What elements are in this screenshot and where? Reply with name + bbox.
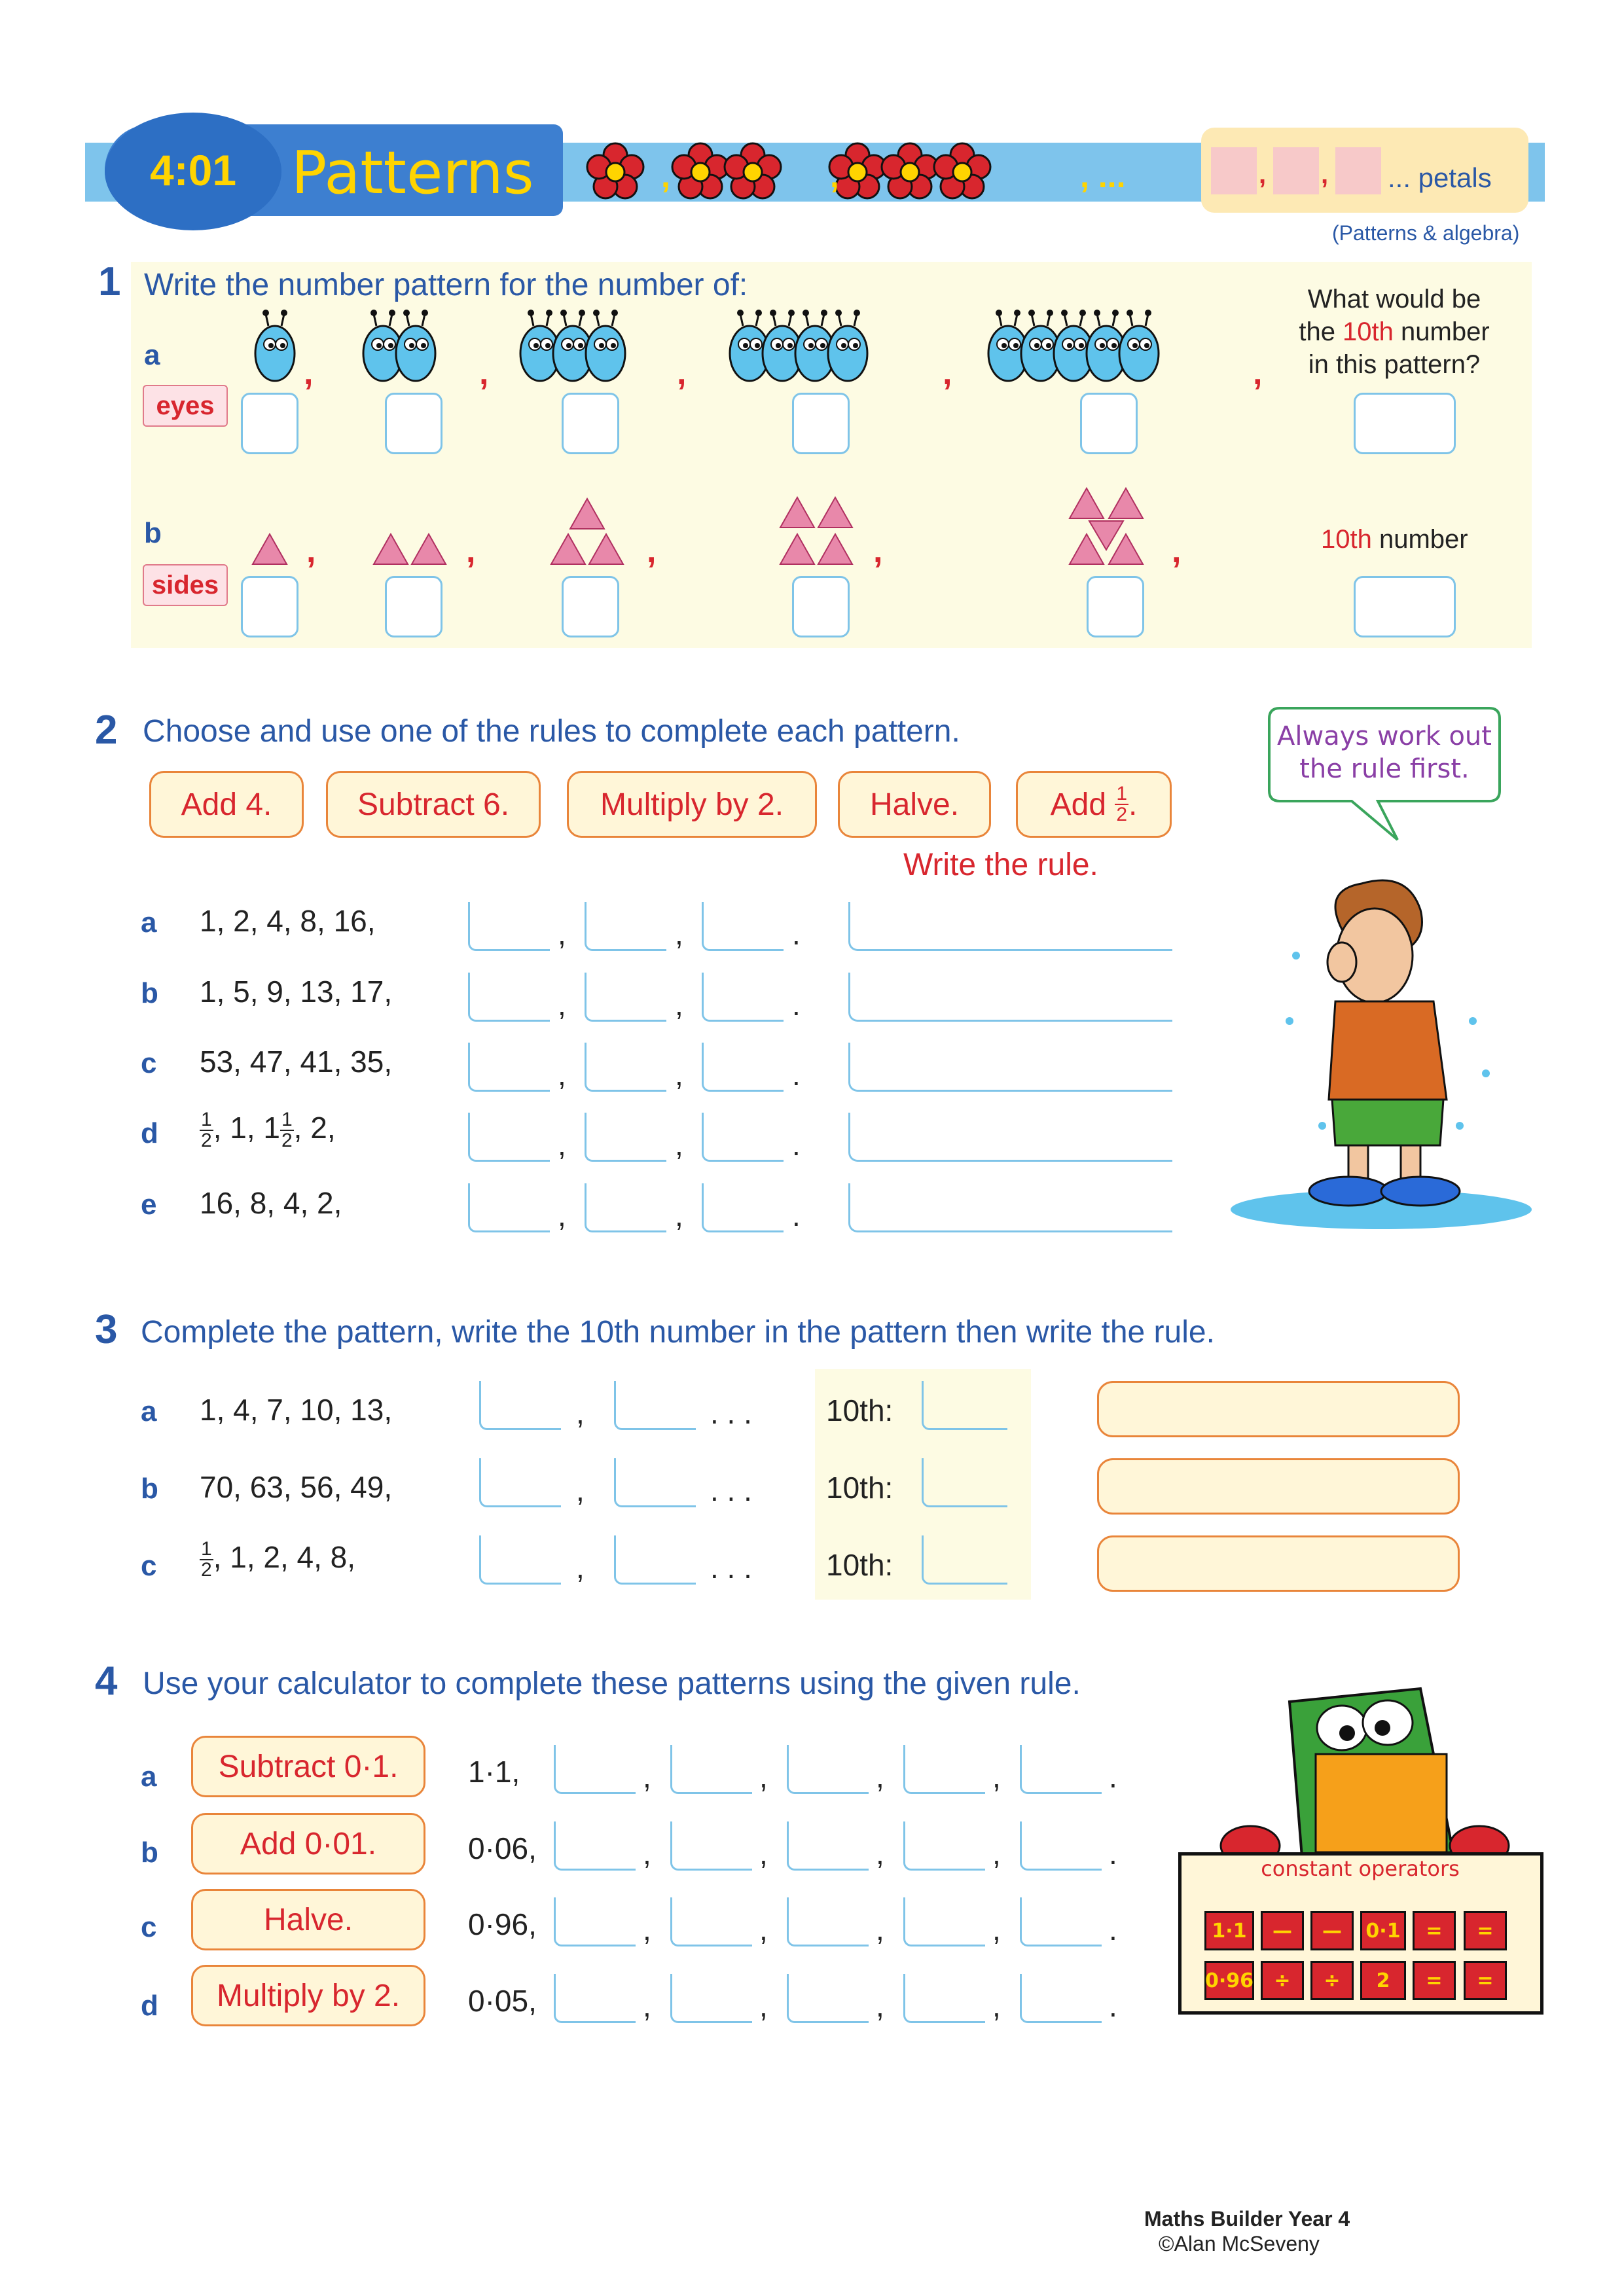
q1b-answer-2[interactable] xyxy=(385,576,442,637)
comma: , xyxy=(675,1128,683,1162)
q4a-answer-1[interactable] xyxy=(554,1745,636,1794)
q2c-label: c xyxy=(141,1047,157,1079)
comma: , xyxy=(992,1837,1001,1871)
q4b-answer-1[interactable] xyxy=(554,1821,636,1871)
q2a-rule-line[interactable] xyxy=(848,902,1172,951)
wet-boy-illustration xyxy=(1224,851,1532,1230)
q4d-answer-5[interactable] xyxy=(1020,1974,1102,2023)
comma: , xyxy=(876,1760,884,1794)
q1-side-line2-red: 10th xyxy=(1343,317,1394,346)
comma: , xyxy=(558,988,566,1022)
q1b-comma-1: , xyxy=(306,532,316,570)
period: . xyxy=(1109,1760,1117,1794)
q4d-answer-3[interactable] xyxy=(787,1974,869,2023)
q2e-rule-line[interactable] xyxy=(848,1183,1172,1232)
ellipsis: . . . xyxy=(710,1473,752,1507)
petals-comma-2: , xyxy=(1321,160,1329,189)
q1-side-line2-pre: the xyxy=(1299,317,1343,346)
q1a-comma-3: , xyxy=(677,354,687,392)
q1a-comma-5: , xyxy=(1253,354,1263,392)
q2d-frac1-num: 1 xyxy=(201,1109,212,1130)
q1b-label: b xyxy=(144,517,162,549)
q2d-answer-2[interactable] xyxy=(585,1113,666,1162)
triangle-pattern xyxy=(249,484,1178,576)
comma: , xyxy=(643,1912,651,1946)
q1b-comma-4: , xyxy=(873,532,883,570)
q3a-sequence: 1, 4, 7, 10, 13, xyxy=(200,1393,393,1427)
q4-prompt: Use your calculator to complete these patterns using the given rule. xyxy=(143,1666,1081,1701)
comma: , xyxy=(576,1473,585,1507)
footer-author: ©Alan McSeveny xyxy=(1159,2232,1320,2255)
q2d-answer-3[interactable] xyxy=(702,1113,784,1162)
q1b-comma-2: , xyxy=(466,532,476,570)
period: . xyxy=(792,1198,801,1232)
calculator-caption: constant operators xyxy=(1261,1856,1460,1881)
q1b-tag: sides xyxy=(143,564,228,606)
q2d-label: d xyxy=(141,1117,158,1149)
q3c-sequence xyxy=(200,1539,355,1580)
q1b-answer-4[interactable] xyxy=(792,576,850,637)
comma: , xyxy=(558,1058,566,1092)
q4d-start: 0·05, xyxy=(468,1984,537,2018)
ant-pattern xyxy=(242,308,1263,393)
q1b-answer-1[interactable] xyxy=(241,576,298,637)
q4b-answer-2[interactable] xyxy=(670,1821,752,1871)
q2d-sequence xyxy=(200,1110,336,1151)
q3c-frac-num: 1 xyxy=(201,1538,212,1560)
rule-add-half-text: Add xyxy=(1050,787,1107,822)
petals-blank-1 xyxy=(1211,147,1257,194)
q3c-answer-2[interactable] xyxy=(614,1535,696,1585)
q3c-frac-den: 2 xyxy=(201,1559,212,1581)
q2a-sequence: 1, 2, 4, 8, 16, xyxy=(200,904,376,938)
q1a-comma-4: , xyxy=(943,354,952,392)
q4c-answer-3[interactable] xyxy=(787,1897,869,1946)
period: . xyxy=(1109,1989,1117,2023)
q1-side-line2-post: number xyxy=(1393,317,1490,346)
flower-ellipsis: , ... xyxy=(1080,158,1126,194)
q2a-label: a xyxy=(141,906,157,939)
q4c-answer-2[interactable] xyxy=(670,1897,752,1946)
q2d-frac2-den: 2 xyxy=(281,1130,293,1151)
q3b-answer-2[interactable] xyxy=(614,1458,696,1507)
q1-number: 1 xyxy=(98,259,121,304)
q4a-start: 1·1, xyxy=(468,1755,520,1789)
q1-side-line3: in this pattern? xyxy=(1308,350,1481,379)
q3a-rule-box[interactable] xyxy=(1097,1381,1460,1437)
q3b-rule-box[interactable] xyxy=(1097,1458,1460,1515)
q2a-answer-3[interactable] xyxy=(702,902,784,951)
q2b-answer-3[interactable] xyxy=(702,973,784,1022)
q4b-label: b xyxy=(141,1837,158,1869)
calc-key-2-1: 0·96 xyxy=(1204,1961,1254,2000)
q4a-rule: Subtract 0·1. xyxy=(191,1736,425,1797)
comma: , xyxy=(876,1912,884,1946)
q4c-label: c xyxy=(141,1911,157,1943)
comma: , xyxy=(759,1760,768,1794)
period: . xyxy=(792,988,801,1022)
comma: , xyxy=(643,1760,651,1794)
footer-book: Maths Builder Year 4 xyxy=(1144,2207,1350,2231)
rule-subtract-6: Subtract 6. xyxy=(326,771,541,838)
comma: , xyxy=(675,988,683,1022)
q1-side-line2 xyxy=(1283,315,1506,348)
q3a-tenth-label: 10th: xyxy=(826,1393,893,1427)
page-title: Patterns xyxy=(291,139,534,207)
q1a-comma-2: , xyxy=(479,354,489,392)
q3b-label: b xyxy=(141,1473,158,1505)
q4c-answer-4[interactable] xyxy=(903,1897,985,1946)
q4a-label: a xyxy=(141,1761,157,1793)
q2-number: 2 xyxy=(95,708,118,753)
comma: , xyxy=(759,1912,768,1946)
comma: , xyxy=(992,1760,1001,1794)
q1a-answer-1[interactable] xyxy=(241,393,298,454)
q3c-label: c xyxy=(141,1550,157,1582)
flower-comma-2: , xyxy=(830,158,839,194)
petals-blank-2 xyxy=(1273,147,1319,194)
q1b-comma-3: , xyxy=(647,532,657,570)
rule-add-4: Add 4. xyxy=(149,771,304,838)
comma: , xyxy=(992,1989,1001,2023)
period: . xyxy=(792,917,801,951)
calc-key-1-2: — xyxy=(1261,1911,1304,1950)
q3b-tenth-label: 10th: xyxy=(826,1471,893,1505)
q2d-answer-1[interactable] xyxy=(468,1113,550,1162)
q4b-answer-4[interactable] xyxy=(903,1821,985,1871)
rule-multiply-2: Multiply by 2. xyxy=(567,771,817,838)
ellipsis: . . . xyxy=(710,1396,752,1430)
calc-key-1-6: = xyxy=(1464,1911,1507,1950)
q1a-answer-4[interactable] xyxy=(792,393,850,454)
q2e-answer-2[interactable] xyxy=(585,1183,666,1232)
calc-key-2-6: = xyxy=(1464,1961,1507,2000)
calc-key-1-3: — xyxy=(1310,1911,1354,1950)
petals-comma-1: , xyxy=(1259,160,1267,189)
q2b-answer-2[interactable] xyxy=(585,973,666,1022)
comma: , xyxy=(675,1198,683,1232)
q1a-label: a xyxy=(144,339,160,371)
q1a-comma-1: , xyxy=(304,354,314,392)
q1-prompt: Write the number pattern for the number of: xyxy=(144,268,748,302)
q2b-rule-line[interactable] xyxy=(848,973,1172,1022)
strand-subtitle: (Patterns & algebra) xyxy=(1332,221,1520,245)
comma: , xyxy=(558,1128,566,1162)
q3b-sequence: 70, 63, 56, 49, xyxy=(200,1470,393,1504)
comma: , xyxy=(558,1198,566,1232)
calc-key-1-5: = xyxy=(1413,1911,1456,1950)
q1b-comma-5: , xyxy=(1172,532,1182,570)
q3b-tenth-answer[interactable] xyxy=(922,1458,1007,1507)
q2-prompt: Choose and use one of the rules to complete each pattern. xyxy=(143,714,960,749)
q4c-start: 0·96, xyxy=(468,1907,537,1941)
q4d-answer-1[interactable] xyxy=(554,1974,636,2023)
q4a-answer-2[interactable] xyxy=(670,1745,752,1794)
speech-line2: the rule first. xyxy=(1299,754,1470,784)
write-rule-label: Write the rule. xyxy=(903,848,1098,882)
rule-add-half-num: 1 xyxy=(1116,783,1128,804)
speech-text xyxy=(1270,720,1499,785)
calc-key-2-2: ÷ xyxy=(1261,1961,1304,2000)
q4a-answer-4[interactable] xyxy=(903,1745,985,1794)
comma: , xyxy=(876,1989,884,2023)
calc-key-1-4: 0·1 xyxy=(1360,1911,1406,1950)
q1a-answer-2[interactable] xyxy=(385,393,442,454)
q1b-tenth-red: 10th xyxy=(1321,525,1372,554)
q2d-text1: , 1, 1 xyxy=(213,1111,280,1145)
q4d-rule: Multiply by 2. xyxy=(191,1965,425,2026)
rule-add-half-den: 2 xyxy=(1116,804,1128,825)
period: . xyxy=(1109,1912,1117,1946)
comma: , xyxy=(643,1837,651,1871)
q3c-tenth-answer[interactable] xyxy=(922,1535,1007,1585)
q3a-label: a xyxy=(141,1395,157,1427)
ellipsis: . . . xyxy=(710,1551,752,1585)
q2e-answer-3[interactable] xyxy=(702,1183,784,1232)
q4b-rule: Add 0·01. xyxy=(191,1813,425,1874)
petals-label: ... petals xyxy=(1388,162,1492,193)
q2b-answer-1[interactable] xyxy=(468,973,550,1022)
q1b-answer-10th[interactable] xyxy=(1354,576,1456,637)
q4a-answer-5[interactable] xyxy=(1020,1745,1102,1794)
q2c-answer-2[interactable] xyxy=(585,1043,666,1092)
q2c-rule-line[interactable] xyxy=(848,1043,1172,1092)
q1a-answer-10th[interactable] xyxy=(1354,393,1456,454)
q1b-answer-5[interactable] xyxy=(1087,576,1144,637)
q2a-answer-1[interactable] xyxy=(468,902,550,951)
q1b-tenth-label xyxy=(1321,525,1468,554)
q2d-rule-line[interactable] xyxy=(848,1113,1172,1162)
q1a-answer-5[interactable] xyxy=(1080,393,1138,454)
comma: , xyxy=(558,917,566,951)
q4b-answer-3[interactable] xyxy=(787,1821,869,1871)
comma: , xyxy=(675,917,683,951)
section-number: 4:01 xyxy=(149,146,237,194)
q3b-answer-1[interactable] xyxy=(479,1458,561,1507)
q3c-rule-box[interactable] xyxy=(1097,1535,1460,1592)
rule-halve: Halve. xyxy=(838,771,991,838)
q3a-answer-2[interactable] xyxy=(614,1381,696,1430)
q4-number: 4 xyxy=(95,1659,118,1704)
petals-blank-3 xyxy=(1335,147,1381,194)
q4d-label: d xyxy=(141,1990,158,2022)
q4d-answer-2[interactable] xyxy=(670,1974,752,2023)
q3a-answer-1[interactable] xyxy=(479,1381,561,1430)
q4c-answer-1[interactable] xyxy=(554,1897,636,1946)
q2b-label: b xyxy=(141,977,158,1009)
rule-add-half: Add $\frac{1}{2}$ . xyxy=(1016,771,1172,838)
q1a-answer-3[interactable] xyxy=(562,393,619,454)
q3a-tenth-answer[interactable] xyxy=(922,1381,1007,1430)
q4d-answer-4[interactable] xyxy=(903,1974,985,2023)
q4c-rule: Halve. xyxy=(191,1889,425,1950)
q3c-answer-1[interactable] xyxy=(479,1535,561,1585)
comma: , xyxy=(759,1837,768,1871)
flower-comma-1: , xyxy=(661,158,670,194)
calc-key-2-5: = xyxy=(1413,1961,1456,2000)
q2b-sequence: 1, 5, 9, 13, 17, xyxy=(200,975,393,1009)
q3-prompt: Complete the pattern, write the 10th number in the pattern then write the rule. xyxy=(141,1315,1215,1350)
q2e-answer-1[interactable] xyxy=(468,1183,550,1232)
period: . xyxy=(792,1128,801,1162)
q1b-answer-3[interactable] xyxy=(562,576,619,637)
q2e-label: e xyxy=(141,1189,157,1221)
q2c-sequence: 53, 47, 41, 35, xyxy=(200,1045,393,1079)
q2d-frac1-den: 2 xyxy=(201,1130,212,1151)
q1b-tenth-post: number xyxy=(1371,525,1468,554)
comma: , xyxy=(576,1396,585,1430)
q3-number: 3 xyxy=(95,1307,118,1352)
q2a-answer-2[interactable] xyxy=(585,902,666,951)
q2d-text2: , 2, xyxy=(293,1111,336,1145)
calc-key-2-3: ÷ xyxy=(1310,1961,1354,2000)
q1-side-line1: What would be xyxy=(1307,285,1481,314)
q4a-answer-3[interactable] xyxy=(787,1745,869,1794)
q1-side-question xyxy=(1283,283,1506,381)
calc-key-2-4: 2 xyxy=(1360,1961,1406,2000)
q2c-answer-1[interactable] xyxy=(468,1043,550,1092)
comma: , xyxy=(759,1989,768,2023)
comma: , xyxy=(992,1912,1001,1946)
q3c-text: , 1, 2, 4, 8, xyxy=(213,1540,356,1575)
comma: , xyxy=(876,1837,884,1871)
q2e-sequence: 16, 8, 4, 2, xyxy=(200,1186,342,1220)
period: . xyxy=(792,1058,801,1092)
q4b-start: 0·06, xyxy=(468,1831,537,1865)
comma: , xyxy=(576,1551,585,1585)
q3c-tenth-label: 10th: xyxy=(826,1548,893,1582)
q4c-answer-5[interactable] xyxy=(1020,1897,1102,1946)
q2d-frac2-num: 1 xyxy=(281,1109,293,1130)
comma: , xyxy=(643,1989,651,2023)
q1a-tag: eyes xyxy=(143,385,228,427)
q2c-answer-3[interactable] xyxy=(702,1043,784,1092)
speech-line1: Always work out xyxy=(1277,721,1492,751)
q4b-answer-5[interactable] xyxy=(1020,1821,1102,1871)
calc-key-1-1: 1·1 xyxy=(1204,1911,1254,1950)
comma: , xyxy=(675,1058,683,1092)
period: . xyxy=(1109,1837,1117,1871)
